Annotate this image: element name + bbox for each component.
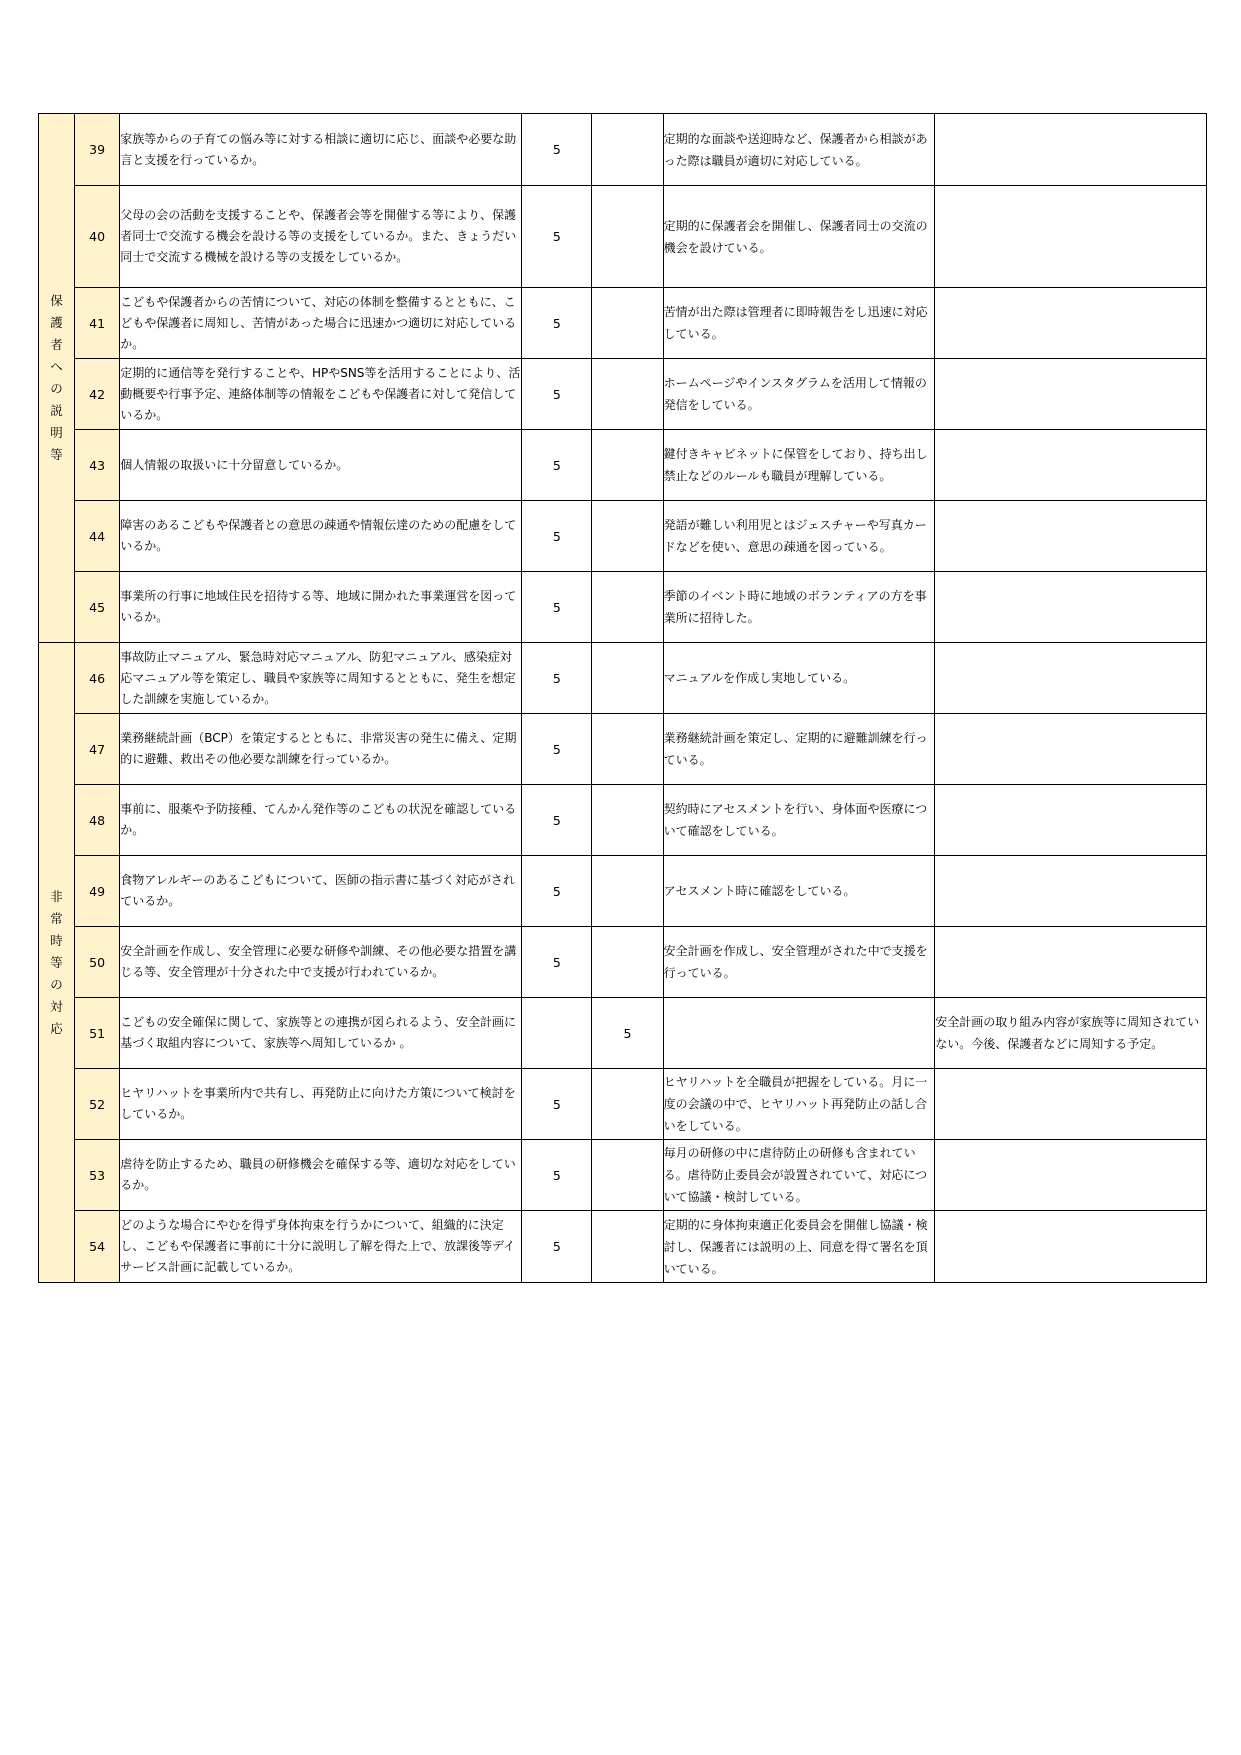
score-col-a: 5 — [522, 1211, 592, 1283]
comment-text: 苦情が出た際は管理者に即時報告をし迅速に対応している。 — [663, 288, 935, 359]
question-text: 食物アレルギーのあるこどもについて、医師の指示書に基づく対応がされているか。 — [120, 856, 522, 927]
question-text: ヒヤリハットを事業所内で共有し、再発防止に向けた方策について検討をしているか。 — [120, 1069, 522, 1140]
score-col-a: 5 — [522, 572, 592, 643]
row-number: 48 — [75, 785, 120, 856]
row-number: 44 — [75, 501, 120, 572]
row-number: 40 — [75, 186, 120, 288]
score-col-a: 5 — [522, 714, 592, 785]
row-number: 45 — [75, 572, 120, 643]
row-number: 51 — [75, 998, 120, 1069]
table-row — [39, 856, 1207, 927]
question-text: 家族等からの子育ての悩み等に対する相談に適切に応じ、面談や必要な助言と支援を行っているか。 — [120, 114, 522, 186]
score-col-a: 5 — [522, 359, 592, 430]
score-col-a: 5 — [522, 114, 592, 186]
comment-text: 安全計画を作成し、安全管理がされた中で支援を行っている。 — [663, 927, 935, 998]
score-col-b — [592, 785, 663, 856]
improvement-text — [935, 501, 1207, 572]
score-col-a: 5 — [522, 1140, 592, 1211]
category-cell-guardians — [39, 114, 75, 643]
category-label: 非 常 時 等 の 対 応 — [50, 888, 63, 1036]
score-col-a: 5 — [522, 186, 592, 288]
table-row — [39, 1211, 1207, 1283]
score-col-b — [592, 927, 663, 998]
table-row — [39, 998, 1207, 1069]
table-row — [39, 572, 1207, 643]
row-number: 41 — [75, 288, 120, 359]
comment-text: 定期的に保護者会を開催し、保護者同士の交流の機会を設けている。 — [663, 186, 935, 288]
comment-text: 業務継続計画を策定し、定期的に避難訓練を行っている。 — [663, 714, 935, 785]
score-col-a — [522, 998, 592, 1069]
row-number: 42 — [75, 359, 120, 430]
score-col-b — [592, 1211, 663, 1283]
score-col-a: 5 — [522, 856, 592, 927]
table-row — [39, 927, 1207, 998]
comment-text: アセスメント時に確認をしている。 — [663, 856, 935, 927]
score-col-b — [592, 186, 663, 288]
comment-text: マニュアルを作成し実地している。 — [663, 643, 935, 714]
improvement-text — [935, 288, 1207, 359]
improvement-text — [935, 1211, 1207, 1283]
question-text: 障害のあるこどもや保護者との意思の疎通や情報伝達のための配慮をしているか。 — [120, 501, 522, 572]
comment-text: 鍵付きキャビネットに保管をしており、持ち出し禁止などのルールも職員が理解している。 — [663, 430, 935, 501]
score-col-a: 5 — [522, 288, 592, 359]
improvement-text — [935, 856, 1207, 927]
row-number: 53 — [75, 1140, 120, 1211]
improvement-text — [935, 714, 1207, 785]
table-body — [39, 114, 1207, 1283]
row-number: 39 — [75, 114, 120, 186]
question-text: どのような場合にやむを得ず身体拘束を行うかについて、組織的に決定し、こどもや保護者に事前に十分に説明し了解を得た上で、放課後等デイサービス計画に記載しているか。 — [120, 1211, 522, 1283]
question-text: 事故防止マニュアル、緊急時対応マニュアル、防犯マニュアル、感染症対応マニュアル等を策定し、職員や家族等に周知するとともに、発生を想定した訓練を実施しているか。 — [120, 643, 522, 714]
table-row — [39, 288, 1207, 359]
score-col-b — [592, 714, 663, 785]
table-row — [39, 1069, 1207, 1140]
table-row — [39, 1140, 1207, 1211]
question-text: 業務継続計画（BCP）を策定するとともに、非常災害の発生に備え、定期的に避難、救出その他必要な訓練を行っているか。 — [120, 714, 522, 785]
improvement-text — [935, 359, 1207, 430]
evaluation-table — [38, 113, 1207, 1283]
question-text: 事業所の行事に地域住民を招待する等、地域に開かれた事業運営を図っているか。 — [120, 572, 522, 643]
category-label: 保 護 者 へ の 説 明 等 — [50, 293, 63, 462]
category-cell-emergency — [39, 643, 75, 1283]
score-col-b — [592, 856, 663, 927]
improvement-text — [935, 643, 1207, 714]
score-col-b — [592, 643, 663, 714]
improvement-text — [935, 1140, 1207, 1211]
score-col-a: 5 — [522, 785, 592, 856]
score-col-b — [592, 430, 663, 501]
comment-text: 契約時にアセスメントを行い、身体面や医療について確認をしている。 — [663, 785, 935, 856]
score-col-a: 5 — [522, 643, 592, 714]
row-number: 47 — [75, 714, 120, 785]
question-text: 個人情報の取扱いに十分留意しているか。 — [120, 430, 522, 501]
score-col-b — [592, 501, 663, 572]
score-col-a: 5 — [522, 430, 592, 501]
table-row — [39, 186, 1207, 288]
comment-text: 定期的な面談や送迎時など、保護者から相談があった際は職員が適切に対応している。 — [663, 114, 935, 186]
table-row — [39, 714, 1207, 785]
comment-text: ヒヤリハットを全職員が把握をしている。月に一度の会議の中で、ヒヤリハット再発防止の話し合いをしている。 — [663, 1069, 935, 1140]
comment-text: 毎月の研修の中に虐待防止の研修も含まれている。虐待防止委員会が設置されていて、対応について協議・検討している。 — [663, 1140, 935, 1211]
comment-text: 定期的に身体拘束適正化委員会を開催し協議・検討し、保護者には説明の上、同意を得て署名を頂いている。 — [663, 1211, 935, 1283]
question-text: こどもの安全確保に関して、家族等との連携が図られるよう、安全計画に基づく取組内容について、家族等へ周知しているか 。 — [120, 998, 522, 1069]
improvement-text — [935, 572, 1207, 643]
question-text: 事前に、服薬や予防接種、てんかん発作等のこどもの状況を確認しているか。 — [120, 785, 522, 856]
row-number: 52 — [75, 1069, 120, 1140]
question-text: こどもや保護者からの苦情について、対応の体制を整備するとともに、こどもや保護者に周知し、苦情があった場合に迅速かつ適切に対応しているか。 — [120, 288, 522, 359]
question-text: 安全計画を作成し、安全管理に必要な研修や訓練、その他必要な措置を講じる等、安全管理が十分された中で支援が行われているか。 — [120, 927, 522, 998]
question-text: 父母の会の活動を支援することや、保護者会等を開催する等により、保護者同士で交流する機会を設ける等の支援をしているか。また、きょうだい同士で交流する機械を設ける等の支援をしているか。 — [120, 186, 522, 288]
row-number: 49 — [75, 856, 120, 927]
score-col-a: 5 — [522, 501, 592, 572]
score-col-b — [592, 359, 663, 430]
table-row — [39, 643, 1207, 714]
question-text: 定期的に通信等を発行することや、HPやSNS等を活用することにより、活動概要や行事予定、連絡体制等の情報をこどもや保護者に対して発信しているか。 — [120, 359, 522, 430]
score-col-b — [592, 572, 663, 643]
score-col-b — [592, 1069, 663, 1140]
improvement-text — [935, 785, 1207, 856]
comment-text — [663, 998, 935, 1069]
table-row — [39, 430, 1207, 501]
improvement-text — [935, 430, 1207, 501]
row-number: 54 — [75, 1211, 120, 1283]
table-row — [39, 359, 1207, 430]
score-col-b — [592, 114, 663, 186]
table-row — [39, 501, 1207, 572]
score-col-a: 5 — [522, 927, 592, 998]
score-col-a: 5 — [522, 1069, 592, 1140]
row-number: 46 — [75, 643, 120, 714]
improvement-text — [935, 114, 1207, 186]
improvement-text — [935, 1069, 1207, 1140]
row-number: 50 — [75, 927, 120, 998]
score-col-b — [592, 1140, 663, 1211]
comment-text: 季節のイベント時に地域のボランティアの方を事業所に招待した。 — [663, 572, 935, 643]
table-row — [39, 785, 1207, 856]
row-number: 43 — [75, 430, 120, 501]
score-col-b — [592, 288, 663, 359]
table-row — [39, 114, 1207, 186]
score-col-b: 5 — [592, 998, 663, 1069]
comment-text: ホームページやインスタグラムを活用して情報の発信をしている。 — [663, 359, 935, 430]
improvement-text: 安全計画の取り組み内容が家族等に周知されていない。今後、保護者などに周知する予定。 — [935, 998, 1207, 1069]
question-text: 虐待を防止するため、職員の研修機会を確保する等、適切な対応をしているか。 — [120, 1140, 522, 1211]
improvement-text — [935, 186, 1207, 288]
comment-text: 発語が難しい利用児とはジェスチャーや写真カードなどを使い、意思の疎通を図っている。 — [663, 501, 935, 572]
improvement-text — [935, 927, 1207, 998]
